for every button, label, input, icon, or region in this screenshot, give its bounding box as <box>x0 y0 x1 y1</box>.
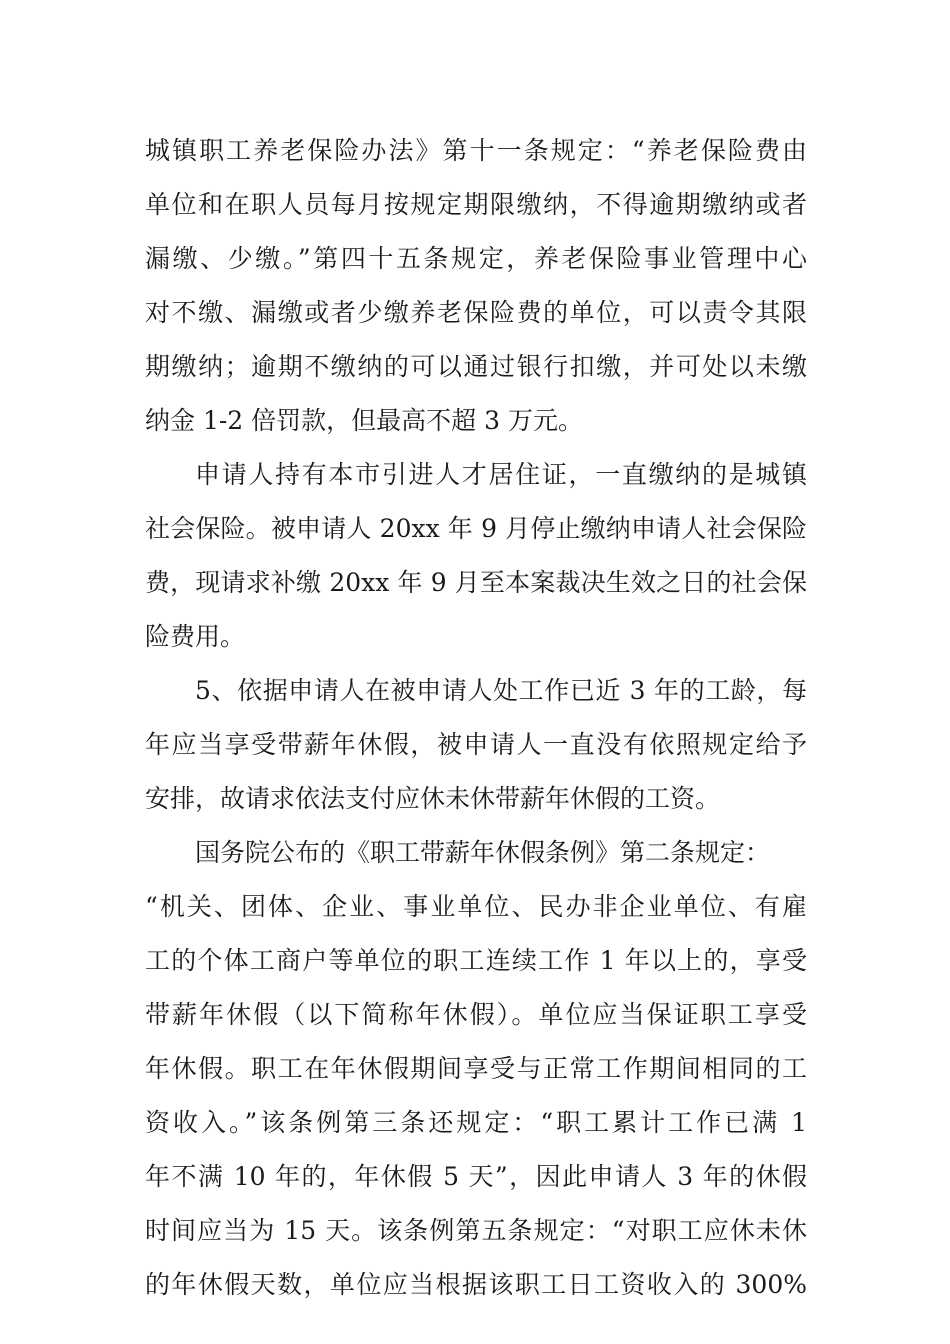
text-line: 纳金 1-2 倍罚款，但最高不超 3 万元。 <box>145 406 583 435</box>
text-line: 的年休假天数，单位应当根据该职工日工资收入的 300% <box>145 1270 807 1299</box>
text-line: 5、依据申请人在被申请人处工作已近 3 年的工龄，每 <box>195 676 807 705</box>
text-line: “机关、团体、企业、事业单位、民办非企业单位、有雇 <box>145 892 807 921</box>
text-line: 社会保险。被申请人 20xx 年 9 月停止缴纳申请人社会保险 <box>145 514 807 543</box>
text-line: 国务院公布的《职工带薪年休假条例》第二条规定： <box>195 838 771 867</box>
text-line: 对不缴、漏缴或者少缴养老保险费的单位，可以责令其限 <box>145 298 807 327</box>
text-line: 时间应当为 15 天。该条例第五条规定：“对职工应休未休 <box>145 1216 807 1245</box>
text-line: 申请人持有本市引进人才居住证，一直缴纳的是城镇 <box>195 460 807 489</box>
text-line: 漏缴、少缴。”第四十五条规定，养老保险事业管理中心 <box>145 244 807 273</box>
text-line: 年休假。职工在年休假期间享受与正常工作期间相同的工 <box>145 1054 807 1083</box>
text-line: 带薪年休假（以下简称年休假）。单位应当保证职工享受 <box>145 1000 807 1029</box>
text-line: 年不满 10 年的，年休假 5 天”，因此申请人 3 年的休假 <box>145 1162 807 1191</box>
text-line: 单位和在职人员每月按规定期限缴纳，不得逾期缴纳或者 <box>145 190 807 219</box>
text-line: 安排，故请求依法支付应休未休带薪年休假的工资。 <box>145 784 721 813</box>
body-text <box>145 124 807 1312</box>
text-line: 资收入。”该条例第三条还规定：“职工累计工作已满 1 <box>145 1108 807 1137</box>
text-line: 期缴纳；逾期不缴纳的可以通过银行扣缴，并可处以未缴 <box>145 352 807 381</box>
text-line: 费，现请求补缴 20xx 年 9 月至本案裁决生效之日的社会保 <box>145 568 807 597</box>
text-line: 年应当享受带薪年休假，被申请人一直没有依照规定给予 <box>145 730 807 759</box>
text-line: 险费用。 <box>145 622 246 651</box>
text-line: 城镇职工养老保险办法》第十一条规定：“养老保险费由 <box>145 136 807 165</box>
text-line: 工的个体工商户等单位的职工连续工作 1 年以上的，享受 <box>145 946 807 975</box>
